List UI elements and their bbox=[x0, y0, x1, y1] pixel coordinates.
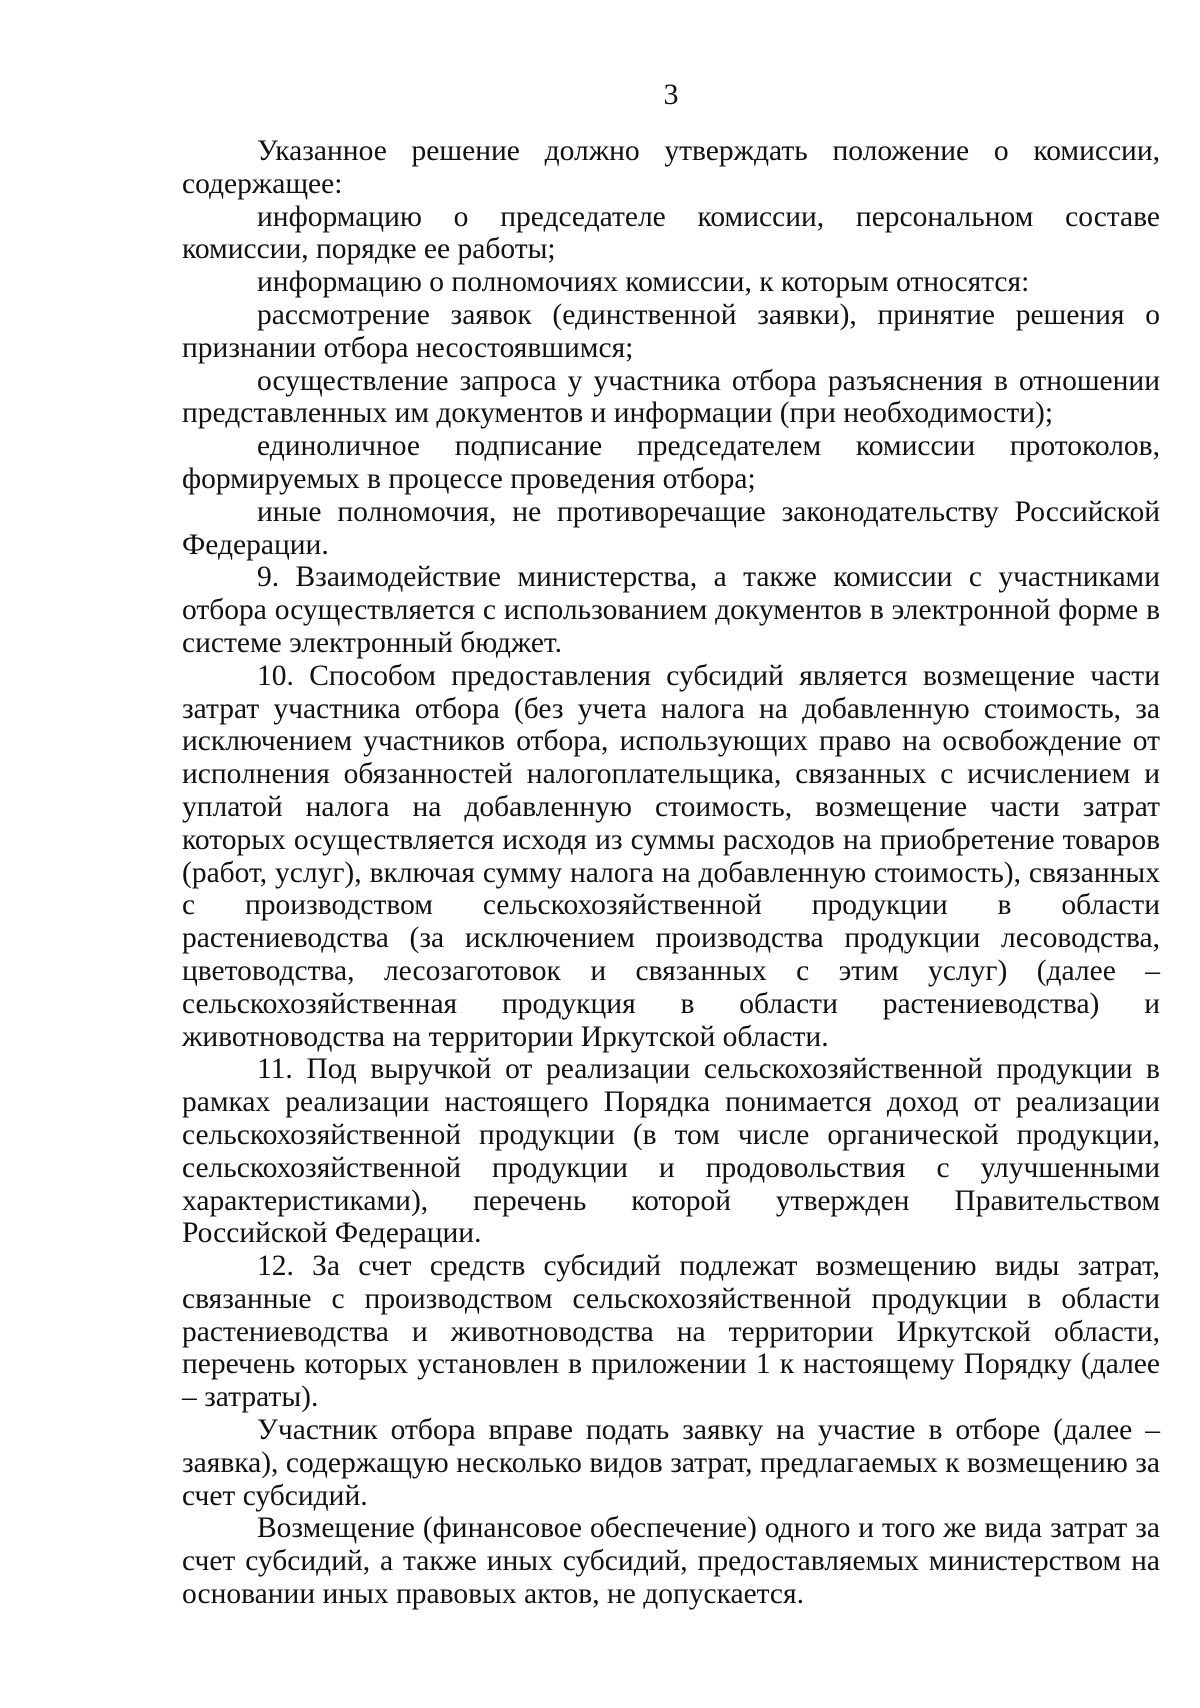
paragraph-review-applications: рассмотрение заявок (единственной заявки), принятие решения о признании отбора несостоявшимся; bbox=[182, 298, 1160, 364]
paragraph-protocol-signing: единоличное подписание председателем комиссии протоколов, формируемых в процессе проведения отбора; bbox=[182, 430, 1160, 495]
paragraph-item-9: 9. Взаимодействие министерства, а также комиссии с участниками отбора осуществляется с использованием документов в электронной форме в системе электронный бюджет. bbox=[182, 561, 1160, 659]
paragraph-item-11: 11. Под выручкой от реализации сельскохозяйственной продукции в рамках реализации настоящего Порядка понимается доход от реализации сельскохозяйственной продукции (в том числе органической продукции, сельскохозяйственной продукции и продовольствия с улучшенными характеристиками), перечень которой утвержден Правительством Российской Федерации. bbox=[182, 1053, 1160, 1250]
paragraph-other-powers: иные полномочия, не противоречащие законодательству Российской Федерации. bbox=[182, 495, 1160, 561]
paragraph-powers-info: информацию о полномочиях комиссии, к которым относятся: bbox=[257, 266, 1030, 299]
paragraph-double-funding: Возмещение (финансовое обеспечение) одного и того же вида затрат за счет субсидий, а также иных субсидий, предоставляемых министерством на основании иных правовых актов, не допускается. bbox=[182, 1512, 1160, 1611]
paragraph-item-12: 12. За счет средств субсидий подлежат возмещению виды затрат, связанные с производством сельскохозяйственной продукции в области растениеводства и животноводства на территории Иркутской области, перечень которых установлен в приложении 1 к настоящему Порядку (далее – затраты). bbox=[182, 1250, 1160, 1414]
page-number: 3 bbox=[663, 78, 679, 111]
paragraph-item-10: 10. Способом предоставления субсидий является возмещение части затрат участника отбора (без учета налога на добавленную стоимость, за исключением участников отбора, использующих право на освобождение от исполнения обязанностей налогоплательщика, связанных с исчислением и уплатой налога на добавленную стоимость, возмещение части затрат которых осуществляется исходя из суммы расходов на приобретение товаров (работ, услуг), включая сумму налога на добавленную стоимость), связанных с производством сельскохозяйственной продукции в области растениеводства (за исключением производства продукции лесоводства, цветоводства, лесозаготовок и связанных с этим услуг) (далее – сельскохозяйственная продукция в области растениеводства) и животноводства на территории Иркутской области. bbox=[182, 659, 1160, 1053]
paragraph-clarification-request: осуществление запроса у участника отбора разъяснения в отношении представленных им документов и информации (при необходимости); bbox=[182, 364, 1160, 430]
paragraph-application-costs: Участник отбора вправе подать заявку на участие в отборе (далее – заявка), содержащую несколько видов затрат, предлагаемых к возмещению за счет субсидий. bbox=[182, 1414, 1160, 1512]
document-body bbox=[182, 135, 1160, 1611]
paragraph-commission-regulation: Указанное решение должно утверждать положение о комиссии, содержащее: bbox=[182, 135, 1160, 200]
paragraph-chairman-info: информацию о председателе комиссии, персональном составе комиссии, порядке ее работы; bbox=[182, 200, 1160, 266]
